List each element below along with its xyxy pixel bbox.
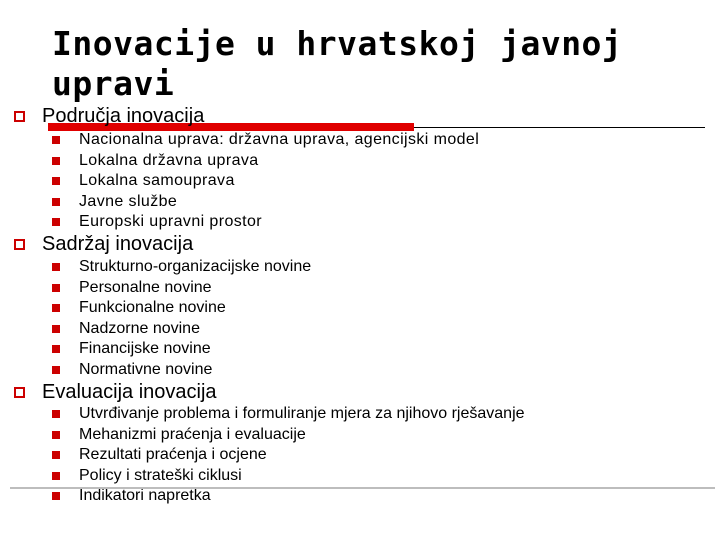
list-item-label: Personalne novine — [79, 278, 212, 296]
filled-square-bullet-icon — [52, 284, 60, 292]
hollow-square-bullet-icon — [14, 387, 25, 398]
section-heading-label: Područja inovacija — [42, 105, 205, 127]
list-item — [52, 257, 311, 278]
section-heading-label: Evaluacija inovacija — [42, 381, 217, 403]
list-item — [52, 339, 311, 360]
filled-square-bullet-icon — [52, 345, 60, 353]
list-item — [52, 212, 479, 233]
list-item-label: Lokalna samouprava — [79, 172, 235, 189]
filled-square-bullet-icon — [52, 136, 60, 144]
list-item-label: Funkcionalne novine — [79, 299, 226, 316]
list-item — [52, 445, 525, 466]
filled-square-bullet-icon — [52, 177, 60, 185]
filled-square-bullet-icon — [52, 325, 60, 333]
list-item-label: Europski upravni prostor — [79, 213, 263, 230]
list-item-label: Policy i strateški ciklusi — [79, 466, 242, 484]
list-item — [52, 171, 479, 192]
list-item-label: Financijske novine — [79, 340, 211, 357]
list-item — [52, 425, 525, 446]
list-item — [52, 466, 525, 487]
section-heading-label: Sadržaj inovacija — [42, 233, 194, 255]
slide-title-line-2: upravi — [52, 64, 175, 103]
list-item-label: Javne službe — [79, 192, 178, 210]
filled-square-bullet-icon — [52, 157, 60, 165]
filled-square-bullet-icon — [52, 263, 60, 271]
section-list-sadrzaj — [52, 257, 311, 380]
filled-square-bullet-icon — [52, 218, 60, 226]
list-item — [52, 404, 525, 425]
list-item — [52, 278, 311, 299]
section-heading-evaluacija — [14, 380, 217, 404]
filled-square-bullet-icon — [52, 492, 60, 500]
hollow-square-bullet-icon — [14, 111, 25, 122]
list-item-label: Lokalna državna uprava — [79, 151, 259, 169]
filled-square-bullet-icon — [52, 410, 60, 418]
section-heading-podrucja — [14, 104, 204, 128]
filled-square-bullet-icon — [52, 451, 60, 459]
list-item-label: Nacionalna uprava: državna uprava, agencijski model — [79, 131, 480, 148]
list-item — [52, 319, 311, 340]
list-item — [52, 298, 311, 319]
list-item-label: Rezultati praćenja i ocjene — [79, 446, 267, 463]
list-item-label: Strukturno-organizacijske novine — [79, 258, 312, 275]
list-item — [52, 130, 479, 151]
filled-square-bullet-icon — [52, 304, 60, 312]
slide-title — [52, 24, 652, 104]
filled-square-bullet-icon — [52, 431, 60, 439]
list-item — [52, 360, 311, 381]
bottom-divider — [10, 487, 715, 489]
hollow-square-bullet-icon — [14, 239, 25, 250]
list-item — [52, 151, 479, 172]
filled-square-bullet-icon — [52, 472, 60, 480]
filled-square-bullet-icon — [52, 366, 60, 374]
slide-title-line-1: Inovacije u hrvatskoj javnoj — [52, 24, 623, 63]
list-item-label: Nadzorne novine — [79, 319, 200, 337]
list-item — [52, 192, 479, 213]
list-item-label: Utvrđivanje problema i formuliranje mjera za njihovo rješavanje — [79, 405, 525, 422]
section-list-podrucja — [52, 130, 479, 233]
section-list-evaluacija — [52, 404, 525, 507]
list-item-label: Mehanizmi praćenja i evaluacije — [79, 425, 306, 443]
list-item — [52, 486, 525, 507]
list-item-label: Indikatori napretka — [79, 487, 211, 504]
section-heading-sadrzaj — [14, 232, 193, 256]
list-item-label: Normativne novine — [79, 360, 213, 378]
filled-square-bullet-icon — [52, 198, 60, 206]
